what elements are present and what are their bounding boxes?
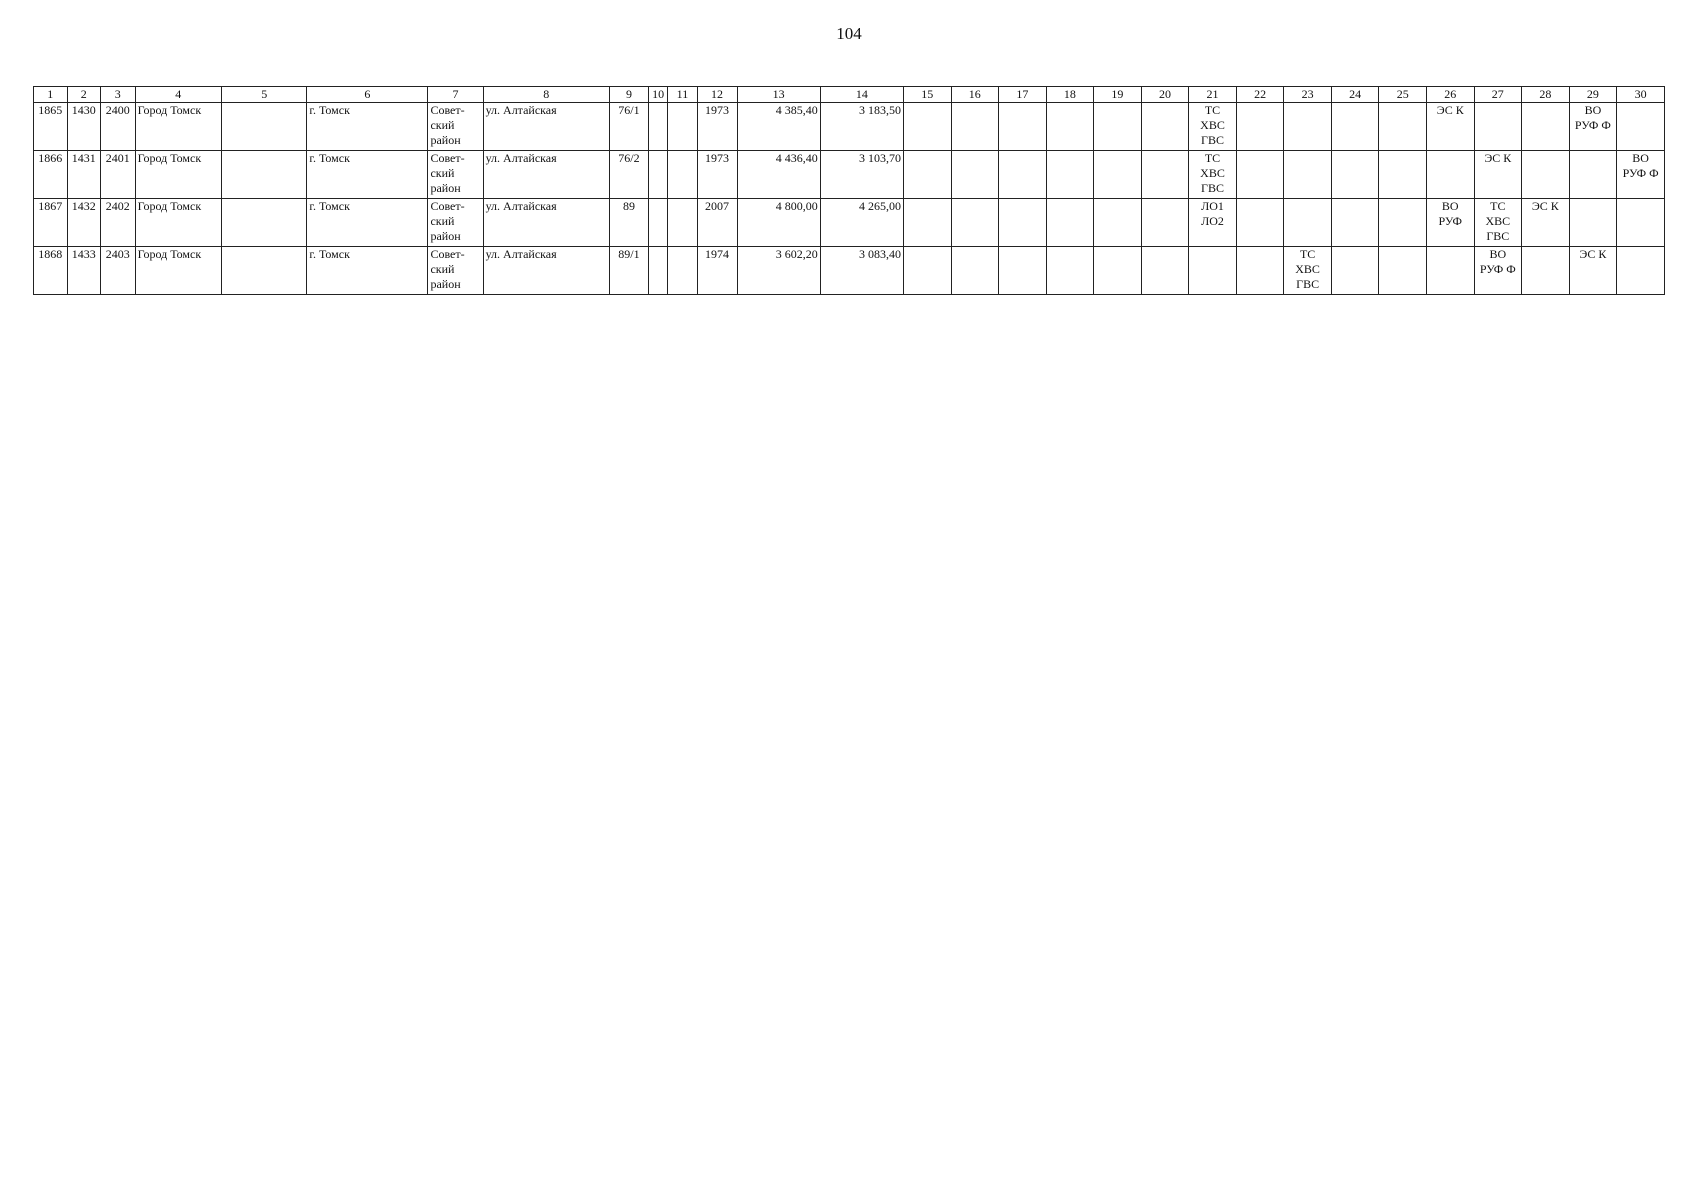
table-cell bbox=[222, 103, 307, 151]
housing-register-table bbox=[33, 86, 1665, 295]
table-cell: ЭС К bbox=[1522, 199, 1570, 247]
table-cell bbox=[1474, 247, 1522, 295]
col-header: 23 bbox=[1284, 87, 1332, 103]
table-cell bbox=[999, 247, 1047, 295]
table-cell bbox=[999, 103, 1047, 151]
table-cell: 4 436,40 bbox=[737, 151, 820, 199]
table-cell bbox=[1522, 103, 1570, 151]
table-cell: 1432 bbox=[67, 199, 101, 247]
table-cell: 2007 bbox=[697, 199, 737, 247]
table-cell bbox=[1141, 151, 1189, 199]
col-header: 15 bbox=[903, 87, 951, 103]
cell-line: ХВС bbox=[1200, 166, 1225, 180]
page-number: 104 bbox=[836, 24, 862, 43]
table-cell bbox=[1426, 199, 1474, 247]
table-cell: 76/2 bbox=[610, 151, 649, 199]
table-row bbox=[34, 103, 1665, 151]
table-cell bbox=[903, 199, 951, 247]
cell-line: РУФ Ф bbox=[1479, 262, 1516, 276]
cell-line: ский bbox=[430, 262, 455, 276]
table-cell: 3 083,40 bbox=[820, 247, 903, 295]
table-cell bbox=[648, 199, 667, 247]
cell-line: ТС bbox=[1490, 199, 1506, 213]
table-cell bbox=[1426, 151, 1474, 199]
col-header: 13 bbox=[737, 87, 820, 103]
col-header: 28 bbox=[1522, 87, 1570, 103]
col-header: 7 bbox=[428, 87, 483, 103]
table-cell bbox=[1284, 103, 1332, 151]
col-header: 10 bbox=[648, 87, 667, 103]
table-cell bbox=[1094, 103, 1142, 151]
col-header: 29 bbox=[1569, 87, 1617, 103]
table-cell: Город Томск bbox=[135, 151, 221, 199]
table-cell bbox=[1094, 247, 1142, 295]
col-header: 25 bbox=[1379, 87, 1427, 103]
cell-line: район bbox=[430, 277, 461, 291]
table-cell: ЭС К bbox=[1474, 151, 1522, 199]
table-cell: 1431 bbox=[67, 151, 101, 199]
col-header: 19 bbox=[1094, 87, 1142, 103]
table-cell bbox=[648, 103, 667, 151]
table-cell bbox=[1236, 103, 1284, 151]
col-header: 4 bbox=[135, 87, 221, 103]
table-cell: г. Томск bbox=[307, 103, 428, 151]
table-cell: г. Томск bbox=[307, 151, 428, 199]
table-cell bbox=[668, 247, 697, 295]
col-header: 18 bbox=[1046, 87, 1094, 103]
table-cell bbox=[903, 103, 951, 151]
cell-line: Совет- bbox=[430, 103, 465, 117]
col-header: 5 bbox=[222, 87, 307, 103]
table-cell bbox=[1474, 103, 1522, 151]
col-header: 2 bbox=[67, 87, 101, 103]
table-cell bbox=[668, 103, 697, 151]
cell-line: Совет- bbox=[430, 247, 465, 261]
table-cell: 1865 bbox=[34, 103, 68, 151]
table-cell bbox=[1189, 103, 1237, 151]
table-cell bbox=[1331, 151, 1379, 199]
table-cell bbox=[1474, 199, 1522, 247]
table-cell bbox=[1189, 151, 1237, 199]
col-header: 1 bbox=[34, 87, 68, 103]
table-cell bbox=[1522, 247, 1570, 295]
table-cell bbox=[1046, 199, 1094, 247]
col-header: 26 bbox=[1426, 87, 1474, 103]
cell-line: ЛО1 bbox=[1201, 199, 1224, 213]
cell-line: район bbox=[430, 181, 461, 195]
cell-line: РУФ bbox=[1438, 214, 1462, 228]
table-cell bbox=[648, 151, 667, 199]
table-cell bbox=[951, 199, 999, 247]
table-cell bbox=[1189, 247, 1237, 295]
table-cell: ул. Алтайская bbox=[483, 151, 609, 199]
table-cell bbox=[1569, 103, 1617, 151]
table-cell bbox=[1617, 151, 1665, 199]
table-cell bbox=[999, 199, 1047, 247]
table-cell bbox=[1331, 247, 1379, 295]
table-cell bbox=[428, 247, 483, 295]
cell-line: РУФ Ф bbox=[1574, 118, 1611, 132]
table-cell: 1867 bbox=[34, 199, 68, 247]
table-cell: ул. Алтайская bbox=[483, 199, 609, 247]
table-cell bbox=[1141, 103, 1189, 151]
table-cell bbox=[1522, 151, 1570, 199]
table-cell bbox=[951, 247, 999, 295]
table-cell bbox=[222, 247, 307, 295]
table-cell: 1974 bbox=[697, 247, 737, 295]
table-cell: 2400 bbox=[101, 103, 136, 151]
table-cell bbox=[1379, 199, 1427, 247]
header-row bbox=[34, 87, 1665, 103]
cell-line: Совет- bbox=[430, 151, 465, 165]
table-cell bbox=[1236, 247, 1284, 295]
col-header: 30 bbox=[1617, 87, 1665, 103]
table-cell: ЭС К bbox=[1569, 247, 1617, 295]
table-cell: ул. Алтайская bbox=[483, 247, 609, 295]
cell-line: ТС bbox=[1204, 103, 1221, 117]
table-cell bbox=[1379, 151, 1427, 199]
table-cell bbox=[428, 151, 483, 199]
table-cell: 2403 bbox=[101, 247, 136, 295]
table-cell bbox=[1046, 103, 1094, 151]
table-cell bbox=[1141, 199, 1189, 247]
table-cell: 2402 bbox=[101, 199, 136, 247]
table-cell: Город Томск bbox=[135, 247, 221, 295]
table-cell bbox=[951, 151, 999, 199]
table-cell bbox=[1331, 103, 1379, 151]
cell-line: ГВС bbox=[1296, 277, 1320, 291]
cell-line: ТС bbox=[1204, 151, 1221, 165]
col-header: 24 bbox=[1331, 87, 1379, 103]
table-cell bbox=[1426, 247, 1474, 295]
cell-line: ский bbox=[430, 166, 455, 180]
table-cell bbox=[1617, 103, 1665, 151]
table-cell bbox=[1141, 247, 1189, 295]
cell-line: РУФ Ф bbox=[1622, 166, 1659, 180]
col-header: 14 bbox=[820, 87, 903, 103]
table-cell bbox=[999, 151, 1047, 199]
col-header: 6 bbox=[307, 87, 428, 103]
table-cell bbox=[222, 151, 307, 199]
table-cell bbox=[648, 247, 667, 295]
cell-line: ХВС bbox=[1485, 214, 1511, 228]
table-cell bbox=[1379, 247, 1427, 295]
cell-line: район bbox=[430, 229, 461, 243]
table-cell bbox=[1284, 199, 1332, 247]
table-cell bbox=[1236, 199, 1284, 247]
cell-line: ГВС bbox=[1201, 133, 1224, 147]
cell-line: Совет- bbox=[430, 199, 465, 213]
cell-line: ский bbox=[430, 118, 455, 132]
col-header: 9 bbox=[610, 87, 649, 103]
table-cell: ЭС К bbox=[1426, 103, 1474, 151]
table-cell: 1973 bbox=[697, 151, 737, 199]
table-cell bbox=[222, 199, 307, 247]
table-cell: 3 103,70 bbox=[820, 151, 903, 199]
cell-line: район bbox=[430, 133, 461, 147]
cell-line: ВО bbox=[1489, 247, 1507, 261]
table-cell: 1430 bbox=[67, 103, 101, 151]
cell-line: ский bbox=[430, 214, 455, 228]
table-cell: 2401 bbox=[101, 151, 136, 199]
col-header: 21 bbox=[1189, 87, 1237, 103]
table-cell: 4 385,40 bbox=[737, 103, 820, 151]
cell-line: ВО bbox=[1584, 103, 1602, 117]
table-cell bbox=[1379, 103, 1427, 151]
table-cell bbox=[1046, 151, 1094, 199]
cell-line: ВО bbox=[1441, 199, 1459, 213]
table-cell bbox=[1617, 247, 1665, 295]
table-cell: 3 183,50 bbox=[820, 103, 903, 151]
table-cell bbox=[1284, 151, 1332, 199]
table-cell bbox=[1569, 199, 1617, 247]
cell-line: ХВС bbox=[1295, 262, 1320, 276]
col-header: 12 bbox=[697, 87, 737, 103]
table-cell: г. Томск bbox=[307, 247, 428, 295]
col-header: 22 bbox=[1236, 87, 1284, 103]
col-header: 3 bbox=[101, 87, 136, 103]
table-cell: 89 bbox=[610, 199, 649, 247]
col-header: 11 bbox=[668, 87, 697, 103]
table-cell: Город Томск bbox=[135, 103, 221, 151]
table-cell bbox=[1569, 151, 1617, 199]
table-row bbox=[34, 247, 1665, 295]
table-cell: 76/1 bbox=[610, 103, 649, 151]
table-cell bbox=[1284, 247, 1332, 295]
table-cell bbox=[1331, 199, 1379, 247]
table-cell bbox=[428, 199, 483, 247]
table-cell bbox=[1094, 199, 1142, 247]
cell-line: ВО bbox=[1632, 151, 1649, 165]
table-cell bbox=[903, 247, 951, 295]
table-cell bbox=[668, 151, 697, 199]
table-cell: 1433 bbox=[67, 247, 101, 295]
table-cell bbox=[1236, 151, 1284, 199]
cell-line: ГВС bbox=[1486, 229, 1510, 243]
table-cell: г. Томск bbox=[307, 199, 428, 247]
table-cell bbox=[1617, 199, 1665, 247]
table-cell bbox=[428, 103, 483, 151]
table-cell: ул. Алтайская bbox=[483, 103, 609, 151]
cell-line: ТС bbox=[1299, 247, 1316, 261]
col-header: 16 bbox=[951, 87, 999, 103]
table-cell bbox=[668, 199, 697, 247]
table-cell bbox=[1046, 247, 1094, 295]
table-cell bbox=[1094, 151, 1142, 199]
cell-line: ХВС bbox=[1200, 118, 1225, 132]
col-header: 17 bbox=[999, 87, 1047, 103]
table-row bbox=[34, 199, 1665, 247]
table-cell: 1866 bbox=[34, 151, 68, 199]
table-cell: 1973 bbox=[697, 103, 737, 151]
table-cell bbox=[903, 151, 951, 199]
table-cell bbox=[1189, 199, 1237, 247]
table-cell: 4 800,00 bbox=[737, 199, 820, 247]
table-cell: 1868 bbox=[34, 247, 68, 295]
table-cell bbox=[951, 103, 999, 151]
table-cell: 89/1 bbox=[610, 247, 649, 295]
table-cell: 4 265,00 bbox=[820, 199, 903, 247]
table-cell: Город Томск bbox=[135, 199, 221, 247]
table-row bbox=[34, 151, 1665, 199]
col-header: 20 bbox=[1141, 87, 1189, 103]
cell-line: ГВС bbox=[1201, 181, 1224, 195]
col-header: 8 bbox=[483, 87, 609, 103]
table-body bbox=[34, 103, 1665, 295]
col-header: 27 bbox=[1474, 87, 1522, 103]
cell-line: ЛО2 bbox=[1201, 214, 1224, 228]
table-cell: 3 602,20 bbox=[737, 247, 820, 295]
